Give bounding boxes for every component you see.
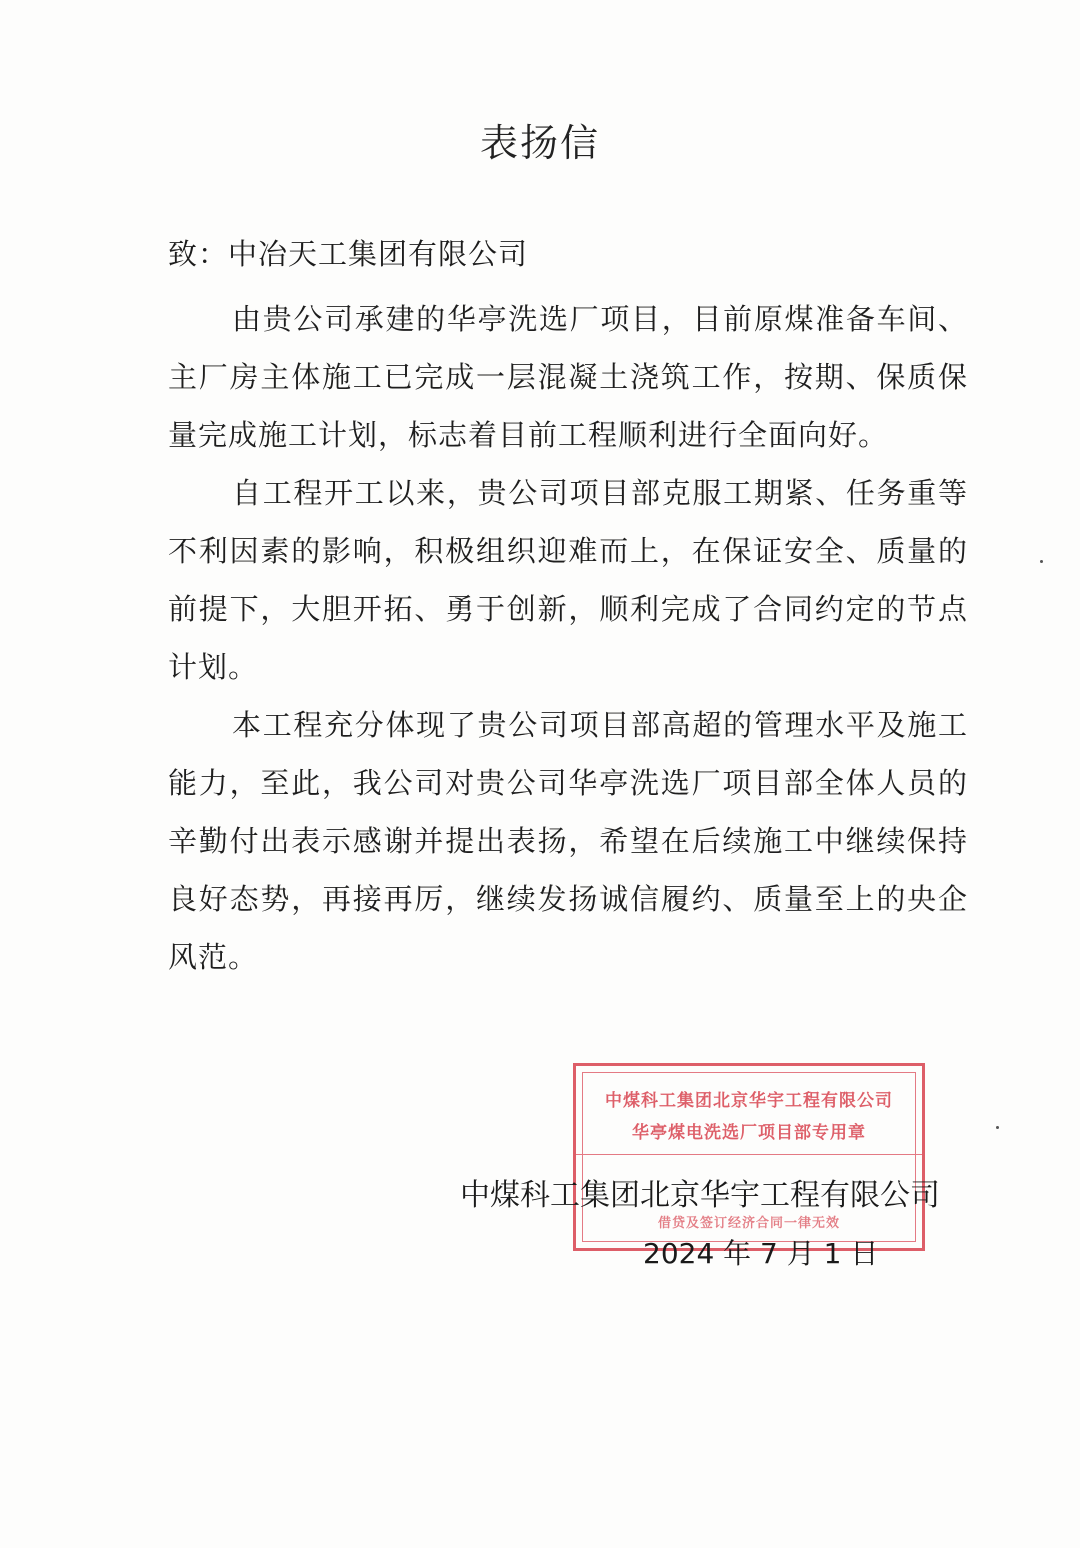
- scan-speck: [996, 1126, 999, 1129]
- signature-company: 中煤科工集团北京华宇工程有限公司: [460, 1178, 940, 1213]
- paragraph-2: 自工程开工以来，贵公司项目部克服工期紧、任务重等不利因素的影响，积极组织迎难而上，在保证安全、质量的前提下，大胆开拓、勇于创新，顺利完成了合同约定的节点计划。: [168, 476, 968, 684]
- salutation: 致：中冶天工集团有限公司: [168, 237, 529, 271]
- signature-date: 2024 年 7 月 1 日: [643, 1237, 879, 1270]
- seal-line-purpose: 华亭煤电洗选厂项目部专用章: [632, 1123, 866, 1143]
- seal-divider: [576, 1154, 922, 1155]
- seal-line-notice: 借贷及签订经济合同一律无效: [657, 1216, 840, 1231]
- official-seal: [573, 1063, 925, 1251]
- scan-speck: [1040, 560, 1043, 563]
- letter-body: [168, 290, 968, 986]
- paragraph-3: 本工程充分体现了贵公司项目部高超的管理水平及施工能力，至此，我公司对贵公司华亭洗选厂项目部全体人员的辛勤付出表示感谢并提出表扬，希望在后续施工中继续保持良好态势，再接再厉，继续发扬诚信履约、质量至上的央企风范。: [168, 708, 968, 974]
- page-title: 表扬信: [479, 121, 600, 165]
- paragraph-1: 由贵公司承建的华亭洗选厂项目，目前原煤准备车间、主厂房主体施工已完成一层混凝土浇筑工作，按期、保质保量完成施工计划，标志着目前工程顺利进行全面向好。: [168, 302, 968, 452]
- seal-line-company: 中煤科工集团北京华宇工程有限公司: [605, 1091, 893, 1111]
